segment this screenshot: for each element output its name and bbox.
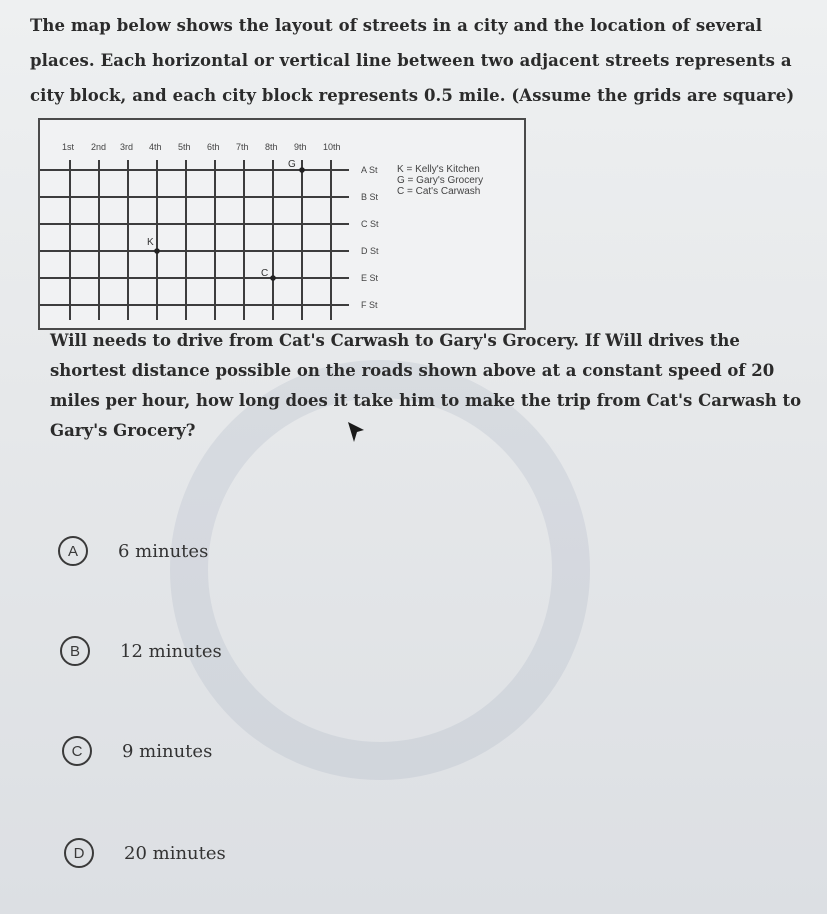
avenue-label: 9th	[294, 142, 307, 152]
choice-c-text: 9 minutes	[122, 740, 213, 762]
choice-d-text: 20 minutes	[124, 842, 226, 864]
avenue-label: 5th	[178, 142, 191, 152]
avenue-label: 8th	[265, 142, 278, 152]
street-map	[38, 118, 526, 330]
legend-item: K = Kelly's Kitchen	[397, 164, 480, 175]
avenue-label: 3rd	[120, 142, 134, 152]
choice-b[interactable]	[60, 636, 222, 666]
choice-a-bubble[interactable]: A	[58, 536, 88, 566]
place-marker-dot	[270, 275, 276, 281]
street-label: B St	[361, 192, 379, 202]
choice-a-text: 6 minutes	[118, 540, 209, 562]
avenue-label: 1st	[62, 142, 75, 152]
choice-c[interactable]	[62, 736, 212, 766]
followup-question: Will needs to drive from Cat's Carwash to Gary's Grocery. If Will drives the shortest distance possible on the roads shown above at a constant speed of 20 miles per hour, how long does it take him to make the trip from Cat's Carwash to Gary's Grocery?	[50, 331, 802, 440]
choice-a[interactable]	[58, 536, 208, 566]
street-label: C St	[361, 219, 379, 229]
street-grid	[40, 120, 524, 328]
choice-c-bubble[interactable]: C	[62, 736, 92, 766]
place-marker-label: K	[147, 237, 154, 248]
street-label: E St	[361, 273, 379, 283]
avenue-label: 10th	[323, 142, 341, 152]
choice-d-bubble[interactable]: D	[64, 838, 94, 868]
legend-item: G = Gary's Grocery	[397, 175, 484, 186]
place-marker-dot	[154, 248, 160, 254]
legend-item: C = Cat's Carwash	[397, 186, 481, 197]
street-label: F St	[361, 300, 378, 310]
question-text: The map below shows the layout of streets in a city and the location of several places. Each horizontal or vertical line between two adjacent streets represents a city block, and each city block represents 0.5 mile. (Assume the grids are square)	[30, 16, 795, 105]
place-marker-label: G	[288, 159, 296, 170]
street-label: D St	[361, 246, 379, 256]
map-legend	[397, 164, 483, 197]
choice-b-text: 12 minutes	[120, 640, 222, 662]
mouse-pointer-icon	[346, 420, 368, 446]
street-label: A St	[361, 165, 378, 175]
avenue-label: 2nd	[91, 142, 107, 152]
place-marker-label: C	[261, 268, 269, 279]
avenue-label: 7th	[236, 142, 249, 152]
choice-b-bubble[interactable]: B	[60, 636, 90, 666]
choice-d[interactable]	[64, 838, 226, 868]
place-marker-dot	[299, 167, 305, 173]
avenue-label: 6th	[207, 142, 220, 152]
avenue-label: 4th	[149, 142, 162, 152]
